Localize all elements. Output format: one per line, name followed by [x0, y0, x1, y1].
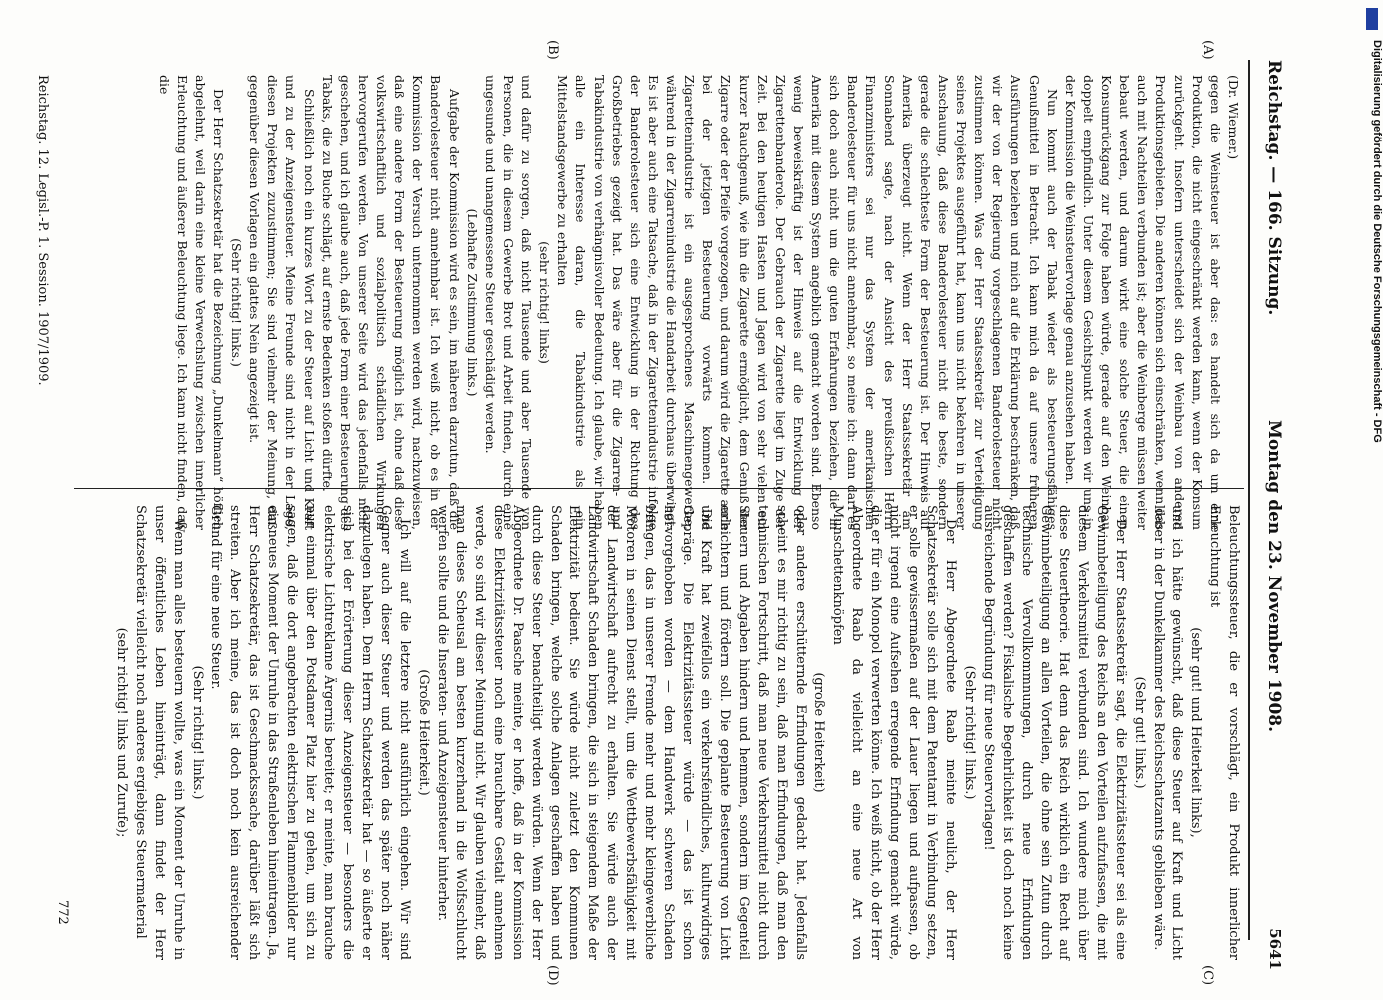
margin-mark-a: (A)	[1200, 40, 1215, 60]
digitization-credit: Digitalisierung gefördert durch die Deutsche Forschungsgemeinschaft - DFG	[1371, 40, 1383, 443]
paragraph: Der Herr Schatzsekretär hat die Bezeichnung „Dunkelmann“ höflich abgelehnt, weil darin eine kleine Verwechslung zwischen innerlicher Erleuchtung und äußerer Beleuchtung liege. Ich kann nicht finden, daß die	[156, 75, 226, 531]
margin-mark-c: (C)	[1200, 965, 1215, 986]
interjection: (Sehr richtig! links.)	[229, 238, 245, 367]
margin-mark-d: (D)	[545, 965, 560, 986]
paragraph: Ich will auf die letztere nicht ausführlich eingehen. Wir sind Gegner auch dieser Steuer und werden das später noch näher darzulegen haben. Dem Herrn Schatzsekretär hat — so äußerte er sich bei der Erörterung dieser Anzeigensteuer — besonders die elektrische Lichtreklame Ärgernis bereitet; er meinte, man brauche nur einmal über den Potsdamer Platz hier zu gehen, um sich zu sagen, daß die dort angebrachten elektrischen Flammenbilder nur ein neues Moment der Unruhe in das Straßenleben hineintragen. Ja, Herr Schatzsekretär, das ist Geschmackssache, darüber läßt sich streiten. Aber ich meine, das ist doch noch kein ausreichender Grund für eine neue Steuer.	[208, 505, 412, 960]
dfg-logo-icon	[1366, 8, 1378, 30]
header-date: Montag den 23. November 1908.	[1264, 420, 1284, 733]
paragraph: und dafür zu sorgen, daß nicht Tausende und aber Tausende von Personen, die in diesem Gewerbe Brot und Arbeit finden, durch eine ungesunde und unangemessene Steuer geschädigt werden.	[482, 75, 535, 530]
interjection: (Große Heiterkeit.)	[415, 669, 431, 796]
speaker-name: (Dr. Wiemer.)	[1226, 75, 1241, 160]
paragraph: Der Herr Abgeordnete Raab meinte neulich, der Herr Schatzsekretär solle sich mit dem Patentamt in Verbindung setzen, er solle gewissermaßen auf der Lauer liegen und aufpassen, ob nicht irgend eine Aufsehen erregende Erfindung gemacht würde, die er für ein Monopol verwerten könne. Ich weiß nicht, ob der Herr Abgeordnete Raab da vielleicht an eine neue Art von Munschettenknöpfen	[830, 505, 959, 960]
footer-page-number: 772	[55, 900, 70, 925]
paragraph: Nun kommt auch der Tabak wieder als besteuerungsfähiges Genußmittel in Betracht. Ich kann mich da auf unsere früheren Ausführungen beziehen und mich auf die Erklärung beschränken, daß wir der von der Regierung vorgeschlagenen Banderolesteuer nicht zustimmen können. Was der Herr Staatssekretär zur Verteidigung seines Projektes ausgeführt hat, kann uns nicht bekehren in unserer Anschauung, daß diese Banderolesteuer nicht die beste, sondern gerade die schlechteste Form der Besteuerung ist. Der Hinweis auf Amerika überzeugt nicht. Wenn der Herr Staatssekretär am Sonnabend sagte, nach der Ansicht des preußischen Herrn Finanzministers sei nur das System der amerikanischen Banderolesteuer für uns nicht annehmbar, so meine ich: dann darf es sich doch auch nicht um die guten Erfahrungen beziehen, die in Amerika mit diesem System angeblich gemacht worden sind. Ebenso wenig beweiskräftig ist der Hinweis auf die Entwicklung der Zigarettenbanderole. Der Gebrauch der Zigarette liegt im Zuge der Zeit. Bei den heutigen Hasten und Jagen wird von sehr vielen ein kurzer Rauchgenuß, wie ihn die Zigarette ermöglicht, dem Genuß der Zigarre oder der Pfeife vorgezogen, und darum wird die Zigarette auch bei der jetzigen Besteuerung vorwärts kommen. Die Zigarettenindustrie ist ein ausgesprochenes Maschinengewerbe, während in der Zigarrenindustrie die Handarbeit durchaus überwiegt. Es ist aber auch eine Tatsache, daß in der Zigarettenindustrie infolge der Banderolesteuer sich eine Entwicklung in der Richtung des Großbetriebes gezeigt hat. Das wäre aber für die Zigarren- und Tabakindustrie von verhängnisvoller Bedeutung. Ich glaube, wir haben alle ein Interesse daran, die Tabakindustrie als ein Mittelstandsgewerbe zu erhalten	[555, 75, 1060, 530]
paragraph: gegen die Weinsteuer ist aber das: es handelt sich da um eine Produktion, die nicht eingeschränkt werden kann, wenn der Konsum zurückgeht. Insofern unterscheidet sich der Weinbau von anderen Produktionsgebieten. Die anderen können sich einschränken, wenn das auch mit Nachteilen verbunden ist; aber die Weinberge müssen weiter bebaut werden, und darum wirkt eine solche Steuer, die einen Konsumrückgang zur Folge haben würde, gerade auf den Weinbau doppelt empfindlich. Unter diesem Gesichtspunkt werden wir uns in der Kommission die Weinsteuervorlage genau anzusehen haben.	[1062, 75, 1223, 530]
margin-mark-b: (B)	[545, 40, 560, 60]
interjection: (sehr gut! und Heiterkeit links),	[1188, 627, 1204, 838]
interjection: (große Heiterkeit)	[811, 672, 827, 793]
interjection: (Sehr gut! links.)	[1131, 676, 1147, 789]
page-header	[1260, 60, 1320, 970]
paragraph: Der Herr Staatssekretär sagt, die Elektrizitätssteuer sei als eine Gewinnbeteiligung des Reichs an den Vorteilen aufzufassen, die mit diesem Verkehrsmittel verbunden sind. Ich wundere mich über diese Steuertheorie. Hat denn das Reich wirklich ein Recht auf Gewinnbeteiligung an allen Vorteilen, die ohne sein Zutun durch technische Vervollkommnungen, durch neue Erfindungen geschaffen werden? Fiskalische Begehrlichkeit ist doch noch keine ausreichende Begründung für neue Steuervorlagen!	[981, 505, 1128, 960]
interjection: (Sehr richtig! links.)	[962, 665, 978, 800]
paragraph: und ich hätte gewünscht, daß diese Steuer auf Kraft und Licht lieber in der Dunkelkammer des Reichsschatzamts geblieben wäre.	[1150, 505, 1185, 960]
left-column	[155, 75, 1243, 530]
footer-legislature: Reichstag. 12. Legisl.-P. 1. Session. 1907/1909.	[35, 75, 50, 386]
paragraph: Wenn man alles besteuern wollte, was ein Moment der Unruhe in unser öffentliches Leben hineinträgt, dann findet der Herr Schatzsekretär vielleicht noch anderes ergiebiges Steuermaterial	[133, 505, 186, 960]
paragraph: oder andere erschütternde Erfindungen gedacht hat. Jedenfalls scheint es mir richtig zu sein, daß man Erfindungen, daß man den technischen Fortschritt, daß man neue Verkehrsmittel nicht durch Steuern und Abgaben hindern und hemmen, sondern im Gegenteil erleichtern und fördern soll. Die geplante Besteuerung von Licht und Kraft hat zweifellos ein verkehrsfeindliches, kulturwidriges Gepräge. Die Elektrizitätssteuer würde — das ist schon hervorgehoben worden — dem Handwerk schweren Schaden bringen, das in unserer Fremde mehr und mehr kleingewerbliche Motoren in seinen Dienst stellt, um die Wettbewerbsfähigkeit mit der Landwirtschaft aufrecht zu erhalten. Sie würde auch der Landwirtschaft Schaden bringen, die sich in steigendem Maße der Elektrizität bedient. Sie würde nicht zuletzt den Kommunen Schaden bringen, welche solche Anlagen geschaffen haben und durch diese Steuer benachteiligt werden würden. Wenn der Herr Abgeordnete Dr. Paasche meinte, er hoffe, daß in der Kommission diese Elektrizitätssteuer noch eine brauchbare Gestalt annehmen werde, so sind wir dieser Meinung nicht. Wir glauben vielmehr, daß man dieses Scheusal am besten kurzerhand in die Wolfsschlucht werfen sollte und die Inseraten- und Anzeigensteuer hinterher.	[434, 505, 808, 960]
interjection: (sehr richtig! links und Zurufe);	[114, 627, 130, 838]
interjection: (Lebhafte Zustimmung links.)	[464, 208, 480, 397]
paragraph: Aufgabe der Kommission wird es sein, im näheren darzutun, daß die Banderolesteuer nicht annehmbar ist. Ich weiß nicht, ob es in der Kommission der Versuch unternommen werden wird, nachzuweisen, daß eine andere Form der Besteuerung möglich ist, ohne daß diese volkswirtschaftlich und sozialpolitisch schädlichen Wirkungen hervorgerufen werden. Von unserer Seite wird das jedenfalls nicht geschehen, und ich glaube auch, daß jede Form einer Besteuerung des Tabaks, die zu Buche schlägt, auf ernste Bedenken stoßen dürfte.	[319, 75, 462, 530]
interjection: (sehr richtig! links)	[537, 241, 553, 364]
header-session: Reichstag. — 166. Sitzung.	[1264, 60, 1284, 316]
paragraph: Beleuchtungssteuer, die er vorschlägt, ein Produkt innerlicher Erleuchtung ist	[1207, 505, 1241, 960]
paragraph: Schließlich noch ein kurzes Wort zu der Steuer auf Licht und Kraft und zu der Anzeigensteuer. Meine Freunde sind nicht in der Lage, diesen Projekten zuzustimmen; Sie sind vielmehr der Meinung, daß gegenüber diesen Vorlagen ein glattes Nein angezeigt ist.	[247, 75, 317, 530]
right-column	[111, 505, 1242, 960]
header-rule	[1248, 60, 1250, 940]
interjection: (Sehr richtig! links.)	[189, 665, 205, 800]
header-page-number: 5641	[1266, 928, 1284, 970]
